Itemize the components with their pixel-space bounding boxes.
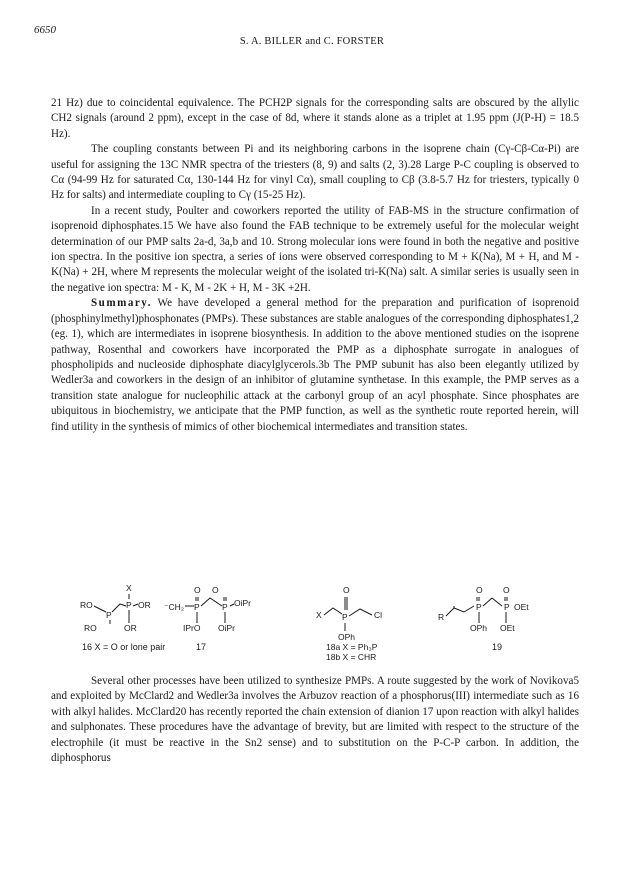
body-text-top xyxy=(51,96,579,435)
summary-paragraph xyxy=(51,296,579,435)
atom-label: OiPr xyxy=(234,598,251,608)
atom-label: Cl xyxy=(374,610,383,620)
structure-16 xyxy=(80,583,151,633)
atom-label: P xyxy=(106,610,112,620)
summary-text: We have developed a general method for the preparation and purification of isoprenoid (phosphinylmethyl)phosphonates (PMPs). These substances are stable analogues of the corresponding diphosphates1,2 (eg. 1), which are intermediates in isoprene biosynthesis. In addition to the above mentioned studies on the isoprene pathway, Rosenthal and coworkers have incorporated the PMP as a diphosphate surrogate in analogues of phospholipids and nucleoside diphosphate diacylglycerols.3b The PMP subunit has also been elegantly utilized by Wedler3a and coworkers in the design of an inhibitor of glutamine synthetase. In this example, the PMP serves as a transition state analogue for nucleophilic attack at the carbonyl group of an acyl phosphate. Since phosphates are ubiquitous in biochemistry, we anticipate that the PMP function, as well as the synthetic route reported herein, will find utility in the synthesis of mimics of other biochemical intermediates and transition states. xyxy=(51,297,579,433)
atom-label: X xyxy=(126,583,132,593)
structure-17 xyxy=(164,585,251,633)
atom-label: OEt xyxy=(514,602,529,612)
atom-label: X xyxy=(316,610,322,620)
atom-label: O xyxy=(194,585,201,595)
atom-label: OPh xyxy=(470,623,488,633)
atom-label: P xyxy=(476,602,482,612)
atom-label: RO xyxy=(80,600,93,610)
atom-label: P xyxy=(342,612,348,622)
page-number: 6650 xyxy=(34,24,56,36)
running-head: S. A. BILLER and C. FORSTER xyxy=(239,36,385,47)
atom-label: P xyxy=(126,600,132,610)
atom-label: P xyxy=(222,602,228,612)
atom-label: O xyxy=(476,585,483,595)
paragraph: In a recent study, Poulter and coworkers reported the utility of FAB-MS in the structure confirmation of isoprenoid diphosphates.15 We have also found the FAB technique to be extremely useful for the molecular weight determination of our PMP salts 2a-d, 3a,b and 10. Strong molecular ions were found in both the negative and positive ion spectra. In the positive ion spectra, a series of ions were observed corresponding to M + K(Na), M + H, and M - K(Na) + 2H, where M represents the molecular weight of the isolated tri-K(Na) salt. A similar series is usually seen in the negative ion spectra: M - K, M - 2K + H, M - 3K +2H. xyxy=(51,204,579,294)
atom-label: ⁻CH₂ xyxy=(164,602,185,612)
paragraph: The coupling constants between Pi and its neighboring carbons in the isoprene chain (Cγ-Cβ-Cα-Pi) are useful for assigning the 13C NMR spectra of the triesters (8, 9) and salts (2, 3).28 Large P-C coupling is observed to Cα (94-99 Hz for saturated Cα, 130-144 Hz for vinyl Cα), small coupling to Cβ (3.8-5.7 Hz for triesters, typically 0 Hz for salts) and intermediate coupling to Cγ (15-25 Hz). xyxy=(51,143,579,202)
structure-16-caption: 16 X = O or lone pair xyxy=(82,642,166,652)
atom-label: OR xyxy=(124,623,137,633)
atom-label: IPrO xyxy=(183,623,201,633)
chemical-structures-figure xyxy=(80,582,570,662)
atom-label: RO xyxy=(84,623,97,633)
atom-label: P xyxy=(194,602,200,612)
bond-lines xyxy=(324,597,372,631)
structure-19-caption: 19 xyxy=(492,642,503,652)
summary-heading: Summary. xyxy=(91,297,153,310)
atom-label: OEt xyxy=(500,623,515,633)
atom-label: O xyxy=(343,585,350,595)
structure-18 xyxy=(316,585,382,642)
atom-label: P xyxy=(504,602,510,612)
body-text-bottom xyxy=(51,674,579,766)
structure-18b-caption: 18b X = CHR xyxy=(326,652,377,662)
atom-label: R xyxy=(438,612,445,622)
paragraph: 21 Hz) due to coincidental equivalence. The PCH2P signals for the corresponding salts are obscured by the allylic CH2 signals (around 2 ppm), except in the case of 8d, where it stands alone as a triplet at 1.95 ppm (J(P-H) = 18.5 Hz). xyxy=(51,97,579,140)
structure-19 xyxy=(438,585,529,633)
atom-label: O xyxy=(503,585,510,595)
atom-label: OiPr xyxy=(218,623,235,633)
paragraph: Several other processes have been utilized to synthesize PMPs. A route suggested by the work of Novikova5 and exploited by McClard2 and Wedler3a involves the Arbuzov reaction of a phosphorus(III) intermediate such as 16 with alkyl halides. McClard20 has recently reported the chain extension of dianion 17 upon reaction with alkyl halides and sulphonates. These procedures have the advantage of brevity, but are limited with respect to the structure of the electrophile (it must be reactive in the Sn2 sense) and to substitution on the P-C-P carbon. In addition, the diphosphorus xyxy=(51,675,579,765)
structure-17-caption: 17 xyxy=(196,642,207,652)
structure-18a-caption: 18a X = Ph₃P xyxy=(326,642,378,652)
atom-label: O xyxy=(212,585,219,595)
atom-label: OPh xyxy=(338,632,356,642)
atom-label: OR xyxy=(138,600,151,610)
